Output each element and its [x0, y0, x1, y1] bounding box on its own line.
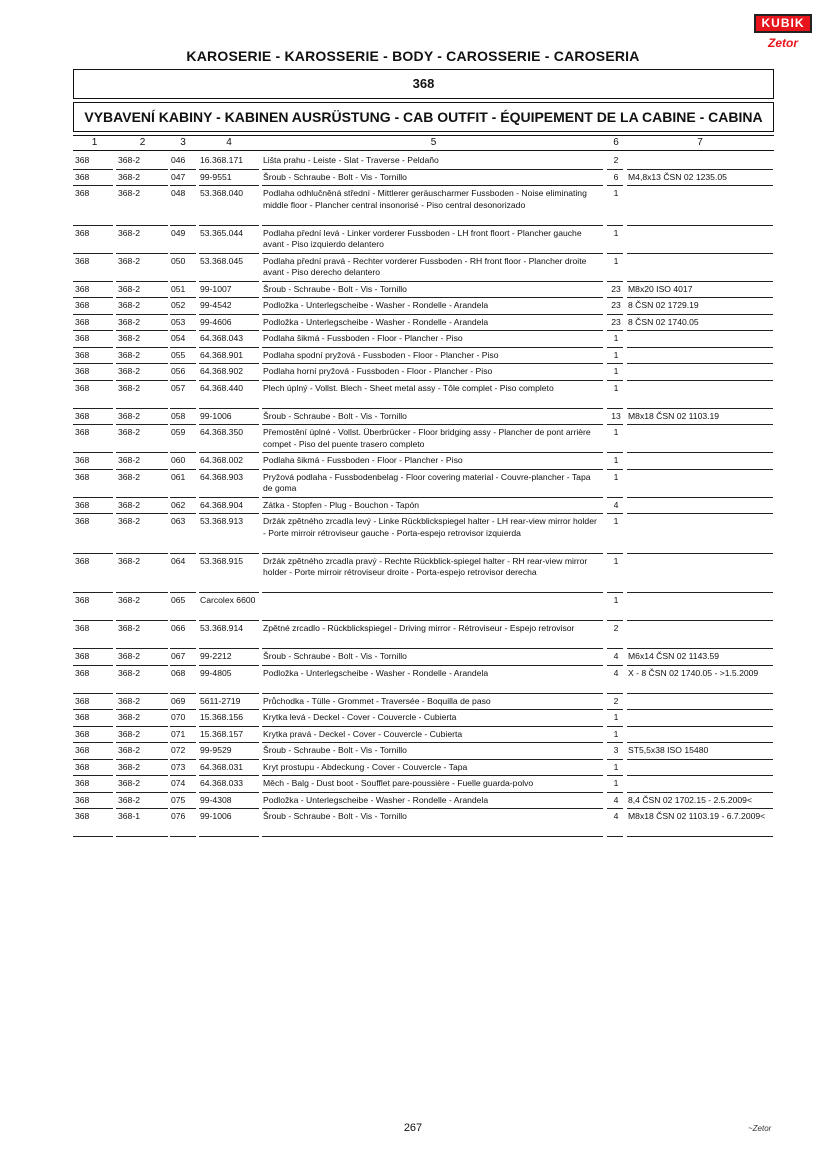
col-header-1: 1 [91, 137, 98, 148]
cell-c3: 059 [171, 427, 186, 437]
cell-c4: 64.368.043 [200, 333, 244, 343]
cell-c6: 1 [613, 255, 619, 266]
cell-c1: 368 [75, 171, 90, 182]
cell-c5: Krytka pravá - Deckel - Cover - Couvercle - Cubierta [263, 728, 463, 739]
cell-c6: 1 [613, 382, 619, 393]
cell-c4: 99-1006 [200, 811, 232, 821]
cell-c4: 64.368.350 [200, 427, 244, 437]
section-title-box: VYBAVENÍ KABINY - KABINEN AUSRÜSTUNG - CAB OUTFIT - ÉQUIPEMENT DE LA CABINE - CABINA [73, 102, 774, 132]
cell-c2: 368-2 [118, 516, 140, 526]
cell-c4: 15.368.157 [200, 728, 244, 739]
page-number: 267 [403, 1122, 423, 1134]
table-row [73, 710, 774, 727]
cell-c4: 5611-2719 [200, 695, 241, 706]
cell-c6: 1 [613, 728, 619, 739]
table-row [73, 348, 774, 365]
cell-c6: 4 [613, 811, 619, 821]
table-row [73, 298, 774, 315]
cell-c5: Šroub - Schraube - Bolt - Vis - Tornillo [263, 171, 407, 182]
cell-c5: Šroub - Schraube - Bolt - Vis - Tornillo [263, 745, 407, 755]
cell-c4: 64.368.440 [200, 382, 244, 393]
cell-c2: 368-2 [118, 283, 140, 294]
cell-c3: 048 [171, 188, 186, 198]
cell-c1: 368 [75, 349, 90, 360]
cell-c1: 368 [75, 471, 90, 482]
cell-c6: 4 [613, 499, 619, 510]
cell-c2: 368-2 [118, 455, 140, 465]
cell-c4: 99-4606 [200, 316, 232, 327]
cell-c6: 1 [613, 366, 619, 376]
cell-c4: 99-4805 [200, 667, 232, 678]
cell-c6: 1 [613, 227, 619, 238]
cell-c3: 055 [171, 349, 186, 360]
cell-c6: 1 [613, 516, 619, 526]
cell-c6: 1 [613, 455, 619, 465]
zetor-footer-mark: ~Zetor [748, 1124, 772, 1133]
cell-c6: 1 [613, 333, 619, 343]
col-header-7: 7 [697, 137, 703, 148]
table-row [73, 760, 774, 777]
cell-c5: Pryžová podlaha - Fussbodenbelag - Floor covering material - Couvre-plancher - Tapa de goma [263, 471, 591, 493]
cell-c2: 368-2 [118, 712, 140, 722]
logo-zetor-text: Zetor [768, 36, 798, 50]
column-header-row [73, 135, 774, 151]
cell-c6: 1 [613, 555, 619, 566]
cell-c3: 046 [171, 155, 186, 165]
cell-c4: 99-1006 [200, 410, 232, 421]
logo-kubik-text: KUBIK [754, 14, 812, 33]
cell-c4: 99-1007 [200, 283, 232, 294]
cell-c4: 53.365.044 [200, 227, 244, 238]
cell-c5: Měch - Balg - Dust boot - Soufflet pare-poussière - Fuelle guarda-polvo [263, 778, 534, 788]
cell-c2: 368-2 [118, 255, 140, 266]
cell-c6: 1 [613, 349, 619, 360]
cell-c1: 368 [75, 761, 90, 772]
cell-c3: 076 [171, 811, 186, 821]
table-row [73, 381, 774, 409]
cell-c4: 53.368.914 [200, 623, 244, 633]
cell-c5: Podlaha přední pravá - Rechter vorderer Fussboden - RH front floor - Plancher droite avant - Piso derecho delantero [263, 255, 587, 277]
cell-c1: 368 [75, 155, 90, 165]
cell-c7: 8 ČSN 02 1740.05 [628, 316, 699, 327]
cell-c4: 64.368.901 [200, 349, 244, 360]
cell-c7: ST5,5x38 ISO 15480 [628, 745, 709, 755]
cell-c5: Plech úplný - Vollst. Blech - Sheet metal assy - Tôle complet - Piso completo [263, 382, 554, 393]
cell-c7: 8,4 ČSN 02 1702.15 - 2.5.2009< [628, 794, 752, 805]
cell-c6: 2 [613, 695, 619, 706]
row-underline [627, 836, 773, 837]
cell-c4: 99-9529 [200, 745, 232, 755]
cell-c7: M8x18 ČSN 02 1103.19 [628, 410, 720, 421]
cell-c5: Podložka - Unterlegscheibe - Washer - Rondelle - Arandela [263, 667, 489, 678]
cell-c5: Podlaha odhlučněná střední - Mittlerer geräuscharmer Fussboden - Noise eliminating middle floor - Plancher central insonorisé - Piso central desonorizado [263, 188, 587, 210]
cell-c3: 058 [171, 410, 186, 421]
table-row [73, 593, 774, 621]
cell-c2: 368-2 [118, 499, 140, 510]
cell-c3: 066 [171, 623, 186, 633]
cell-c6: 1 [613, 761, 619, 772]
cell-c3: 047 [171, 171, 186, 182]
cell-c1: 368 [75, 499, 90, 510]
table-row [73, 498, 774, 515]
cell-c1: 368 [75, 745, 90, 755]
cell-c1: 368 [75, 283, 90, 294]
cell-c4: 64.368.002 [200, 455, 244, 465]
cell-c2: 368-2 [118, 300, 140, 310]
table-row [73, 453, 774, 470]
cell-c2: 368-2 [118, 623, 140, 633]
cell-c5: Podlaha spodní pryžová - Fussboden - Floor - Plancher - Piso [263, 349, 499, 360]
cell-c5: Šroub - Schraube - Bolt - Vis - Tornillo [263, 283, 407, 294]
table-row [73, 364, 774, 381]
row-underline [199, 836, 259, 837]
cell-c3: 070 [171, 712, 186, 722]
cell-c1: 368 [75, 794, 90, 805]
cell-c3: 075 [171, 794, 186, 805]
cell-c2: 368-2 [118, 778, 140, 788]
cell-c5: Šroub - Schraube - Bolt - Vis - Tornillo [263, 410, 407, 421]
cell-c2: 368-2 [118, 316, 140, 327]
cell-c4: Carcolex 6600 [200, 595, 256, 605]
cell-c2: 368-2 [118, 227, 140, 238]
cell-c1: 368 [75, 516, 90, 526]
row-underline [116, 836, 168, 837]
table-row [73, 409, 774, 426]
cell-c1: 368 [75, 623, 90, 633]
cell-c2: 368-2 [118, 667, 140, 678]
cell-c6: 23 [611, 300, 621, 310]
cell-c1: 368 [75, 410, 90, 421]
cell-c7: M8x18 ČSN 02 1103.19 - 6.7.2009< [628, 811, 766, 821]
cell-c7: M8x20 ISO 4017 [628, 283, 693, 294]
cell-c3: 065 [171, 595, 186, 605]
cell-c4: 53.368.915 [200, 555, 244, 566]
group-number-box: 368 [73, 69, 774, 99]
table-row [73, 170, 774, 187]
cell-c4: 64.368.903 [200, 471, 244, 482]
cell-c4: 64.368.904 [200, 499, 244, 510]
cell-c1: 368 [75, 695, 90, 706]
cell-c2: 368-2 [118, 155, 140, 165]
cell-c3: 074 [171, 778, 186, 788]
row-underline [607, 836, 623, 837]
cell-c4: 16.368.171 [200, 155, 244, 165]
cell-c2: 368-2 [118, 695, 140, 706]
cell-c7: M4,8x13 ČSN 02 1235.05 [628, 171, 727, 182]
cell-c6: 4 [613, 651, 619, 661]
cell-c3: 067 [171, 651, 186, 661]
table-row [73, 694, 774, 711]
cell-c4: 53.368.040 [200, 188, 244, 198]
table-row [73, 743, 774, 760]
cell-c5: Podlaha horní pryžová - Fussboden - Floor - Plancher - Piso [263, 366, 493, 376]
cell-c5: Podložka - Unterlegscheibe - Washer - Rondelle - Arandela [263, 300, 489, 310]
cell-c4: 64.368.031 [200, 761, 244, 772]
cell-c3: 064 [171, 555, 186, 566]
cell-c4: 99-4542 [200, 300, 232, 310]
cell-c5: Podlaha šikmá - Fussboden - Floor - Plancher - Piso [263, 333, 463, 343]
cell-c5: Držák zpětného zrcadla pravý - Rechte Rückblick-spiegel halter - RH rear-view mirror holder - Porte mirroir rétroviseur droite - Porta-espejo retrovisor derecha [263, 555, 588, 577]
table-row [73, 666, 774, 694]
cell-c1: 368 [75, 651, 90, 661]
cell-c4: 53.368.045 [200, 255, 244, 266]
row-underline [170, 836, 196, 837]
cell-c2: 368-2 [118, 595, 140, 605]
cell-c6: 1 [613, 188, 619, 198]
cell-c3: 068 [171, 667, 186, 678]
cell-c5: Přemostění úplné - Vollst. Überbrücker - Floor bridging assy - Plancher de pont arrière compet - Piso del puente trasero completo [263, 427, 591, 449]
cell-c3: 052 [171, 300, 186, 310]
cell-c2: 368-2 [118, 366, 140, 376]
cell-c1: 368 [75, 595, 90, 605]
table-row [73, 649, 774, 666]
cell-c1: 368 [75, 382, 90, 393]
cell-c2: 368-2 [118, 188, 140, 198]
cell-c4: 64.368.033 [200, 778, 244, 788]
cell-c5: Podložka - Unterlegscheibe - Washer - Rondelle - Arandela [263, 794, 489, 805]
cell-c1: 368 [75, 316, 90, 327]
cell-c3: 062 [171, 499, 186, 510]
table-row [73, 153, 774, 170]
cell-c6: 3 [613, 745, 619, 755]
cell-c5: Kryt prostupu - Abdeckung - Cover - Couvercle - Tapa [263, 761, 468, 772]
cell-c6: 4 [613, 667, 619, 678]
table-row [73, 186, 774, 226]
cell-c3: 057 [171, 382, 186, 393]
cell-c3: 056 [171, 366, 186, 376]
col-header-3: 3 [180, 137, 186, 148]
cell-c5: Podložka - Unterlegscheibe - Washer - Rondelle - Arandela [263, 316, 489, 327]
table-row [73, 331, 774, 348]
cell-c4: 99-4308 [200, 794, 232, 805]
table-row [73, 793, 774, 810]
cell-c3: 050 [171, 255, 186, 266]
table-row [73, 470, 774, 498]
table-row [73, 514, 774, 554]
col-header-5: 5 [430, 137, 437, 148]
cell-c1: 368 [75, 427, 90, 437]
cell-c3: 063 [171, 516, 186, 526]
cell-c1: 368 [75, 333, 90, 343]
cell-c3: 051 [171, 283, 186, 294]
cell-c6: 1 [613, 595, 619, 605]
col-header-2: 2 [139, 137, 146, 148]
cell-c1: 368 [75, 188, 90, 198]
cell-c6: 1 [613, 778, 619, 788]
table-row [73, 621, 774, 649]
cell-c2: 368-2 [118, 794, 140, 805]
cell-c2: 368-2 [118, 728, 140, 739]
cell-c3: 053 [171, 316, 186, 327]
cell-c2: 368-2 [118, 171, 140, 182]
table-row [73, 809, 774, 837]
cell-c3: 049 [171, 227, 186, 238]
cell-c1: 368 [75, 728, 90, 739]
cell-c7: 8 ČSN 02 1729.19 [628, 300, 699, 310]
cell-c1: 368 [75, 555, 90, 566]
table-row [73, 254, 774, 282]
cell-c6: 2 [613, 623, 619, 633]
table-row [73, 776, 774, 793]
cell-c5: Držák zpětného zrcadla levý - Linke Rückblickspiegel halter - LH rear-view mirror holder - Porte mirroir rétroviseur gauche - Porta-espejo retrovisor izquierda [263, 516, 597, 538]
cell-c6: 2 [613, 155, 619, 165]
row-underline [262, 836, 603, 837]
cell-c4: 99-9551 [200, 171, 232, 182]
cell-c2: 368-2 [118, 427, 140, 437]
cell-c1: 368 [75, 778, 90, 788]
cell-c5: Šroub - Schraube - Bolt - Vis - Tornillo [263, 651, 407, 661]
cell-c5: Průchodka - Tülle - Grommet - Traversée - Boquilla de paso [263, 695, 491, 706]
cell-c6: 1 [613, 427, 619, 437]
cell-c2: 368-2 [118, 349, 140, 360]
cell-c4: 15.368.156 [200, 712, 244, 722]
cell-c2: 368-2 [118, 761, 140, 772]
cell-c5: Podlaha šikmá - Fussboden - Floor - Plancher - Piso [263, 455, 463, 465]
cell-c2: 368-1 [118, 811, 140, 821]
cell-c2: 368-2 [118, 410, 140, 421]
cell-c5: Zátka - Stopfen - Plug - Bouchon - Tapón [263, 499, 420, 510]
row-underline [73, 836, 113, 837]
cell-c1: 368 [75, 811, 90, 821]
table-row [73, 282, 774, 299]
cell-c1: 368 [75, 255, 90, 266]
cell-c5: Zpětné zrcadlo - Rückblickspiegel - Driving mirror - Rétroviseur - Espejo retrovisor [263, 623, 575, 633]
cell-c6: 23 [611, 283, 621, 294]
cell-c1: 368 [75, 712, 90, 722]
cell-c6: 1 [613, 471, 619, 482]
cell-c4: 53.368.913 [200, 516, 244, 526]
cell-c4: 64.368.902 [200, 366, 244, 376]
cell-c1: 368 [75, 667, 90, 678]
cell-c6: 6 [613, 171, 619, 182]
cell-c2: 368-2 [118, 745, 140, 755]
cell-c1: 368 [75, 455, 90, 465]
cell-c2: 368-2 [118, 555, 140, 566]
cell-c3: 061 [171, 471, 186, 482]
cell-c5: Krytka levá - Deckel - Cover - Couvercle - Cubierta [263, 712, 457, 722]
cell-c1: 368 [75, 366, 90, 376]
cell-c7: X - 8 ČSN 02 1740.05 - >1.5.2009 [628, 667, 759, 678]
cell-c3: 071 [171, 728, 186, 739]
cell-c6: 1 [613, 712, 619, 722]
cell-c2: 368-2 [118, 333, 140, 343]
cell-c3: 069 [171, 695, 186, 706]
cell-c1: 368 [75, 227, 90, 238]
cell-c5: Lišta prahu - Leiste - Slat - Traverse - Peldaño [263, 155, 439, 165]
table-row [73, 315, 774, 332]
parts-table [73, 153, 774, 837]
cell-c2: 368-2 [118, 382, 140, 393]
table-row [73, 727, 774, 744]
table-row [73, 226, 774, 254]
cell-c1: 368 [75, 300, 90, 310]
cell-c3: 060 [171, 455, 186, 465]
table-row [73, 425, 774, 453]
cell-c6: 23 [611, 316, 621, 327]
cell-c2: 368-2 [118, 471, 140, 482]
cell-c3: 072 [171, 745, 186, 755]
cell-c5: Podlaha přední levá - Linker vorderer Fussboden - LH front floort - Plancher gauche avant - Piso izquierdo delantero [263, 227, 582, 249]
cell-c6: 4 [613, 794, 619, 805]
col-header-4: 4 [226, 137, 232, 148]
col-header-6: 6 [613, 137, 619, 148]
cell-c2: 368-2 [118, 651, 140, 661]
cell-c6: 13 [611, 410, 621, 421]
cell-c4: 99-2212 [200, 651, 232, 661]
cell-c7: M6x14 ČSN 02 1143.59 [628, 651, 720, 661]
cell-c5: Šroub - Schraube - Bolt - Vis - Tornillo [263, 811, 407, 821]
cell-c3: 073 [171, 761, 186, 772]
table-row [73, 554, 774, 594]
cell-c3: 054 [171, 333, 186, 343]
page-title: KAROSERIE - KAROSSERIE - BODY - CAROSSERIE - CAROSERIA [186, 48, 640, 64]
